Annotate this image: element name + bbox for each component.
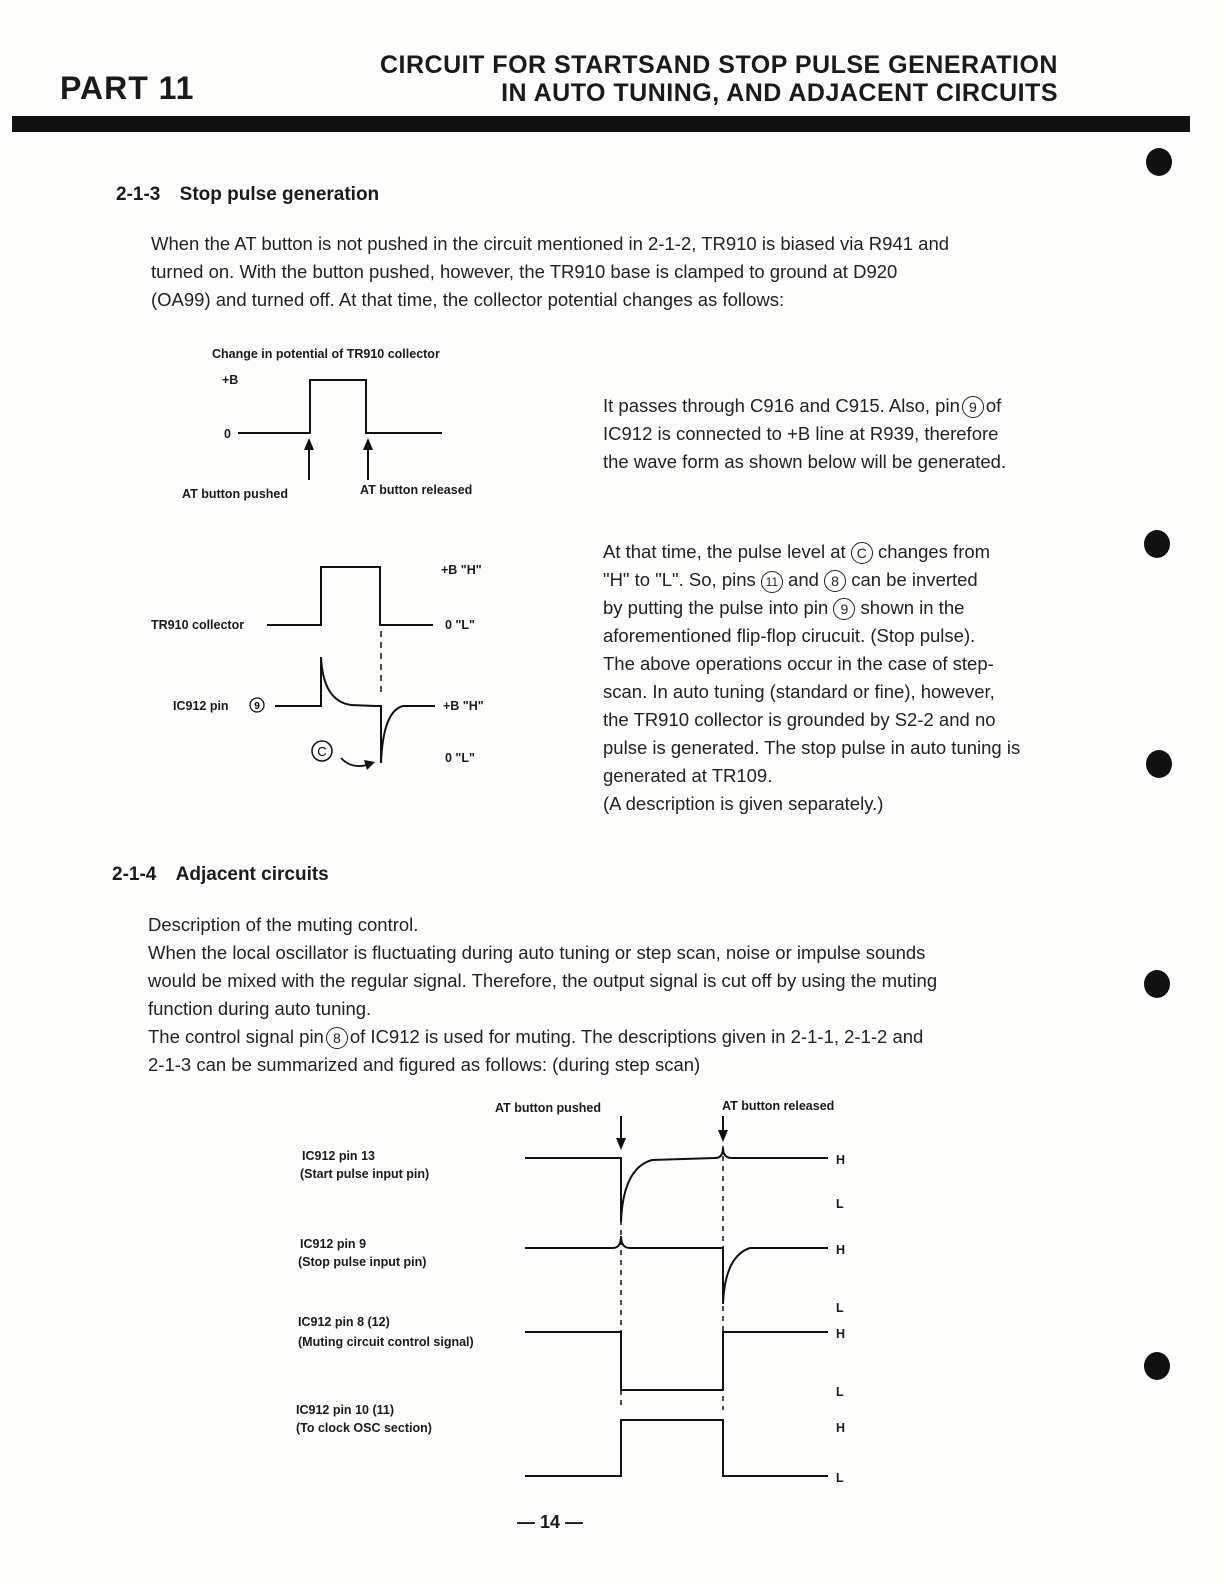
row-desc: (Start pulse input pin)	[300, 1167, 430, 1181]
header-rule	[12, 116, 1190, 132]
text-fragment: of	[985, 395, 1002, 416]
released-label: AT button released	[360, 483, 473, 497]
level-low-label: 0 "L"	[445, 618, 475, 632]
section-heading-213	[116, 184, 379, 206]
text-line	[148, 1023, 1088, 1051]
level-l: L	[836, 1301, 844, 1315]
arrowhead-icon	[718, 1130, 728, 1142]
text-line: the TR910 collector is grounded by S2-2 and no	[603, 709, 996, 730]
text-line: would be mixed with the regular signal. Therefore, the output signal is cut off by using the muting	[148, 970, 938, 991]
text-fragment: The control signal pin	[148, 1026, 324, 1047]
text-fragment: of IC912 is used for muting. The descriptions given in 2-1-1, 2-1-2 and	[349, 1026, 924, 1047]
text-line: scan. In auto tuning (standard or fine), however,	[603, 681, 995, 702]
level-h: H	[836, 1421, 846, 1435]
text-line: generated at TR109.	[603, 765, 773, 786]
text-fragment: shown in the	[860, 597, 965, 618]
level-h: H	[836, 1327, 846, 1341]
row-name: IC912 pin 13	[302, 1149, 375, 1163]
collector-label: TR910 collector	[151, 618, 245, 632]
pin9-waveform	[275, 657, 435, 763]
level-high-label: +B "H"	[443, 699, 484, 713]
point-c-label: C	[317, 744, 327, 759]
pushed-label: AT button pushed	[182, 487, 288, 501]
text-line: turned on. With the button pushed, however, the TR910 base is clamped to ground at D920	[151, 261, 898, 282]
muting-paragraph	[148, 911, 1088, 1079]
binder-hole-icon	[1146, 148, 1172, 176]
text-fragment: changes from	[877, 541, 991, 562]
pin-number-badge: 8	[824, 570, 846, 592]
text-line: IC912 is connected to +B line at R939, therefore	[603, 423, 999, 444]
section-heading-214	[112, 864, 329, 886]
binder-hole-icon	[1144, 1352, 1170, 1380]
row-desc: (To clock OSC section)	[296, 1421, 432, 1435]
binder-hole-icon	[1144, 970, 1170, 998]
text-line: Description of the muting control.	[148, 914, 419, 935]
text-line: (A description is given separately.)	[603, 793, 884, 814]
page-title-line-2: IN AUTO TUNING, AND ADJACENT CIRCUITS	[501, 79, 1058, 107]
text-line	[603, 538, 1083, 566]
page-title-line-1: CIRCUIT FOR STARTSAND STOP PULSE GENERATION	[379, 51, 1058, 79]
page-number: — 14 —	[516, 1512, 584, 1532]
waveform	[525, 1236, 828, 1304]
pushed-arrowhead-icon	[304, 438, 314, 450]
binder-hole-icon	[1146, 750, 1172, 778]
row-name: IC912 pin 9	[300, 1237, 367, 1251]
timing-diagram	[280, 1090, 880, 1490]
text-line: function during auto tuning.	[148, 998, 372, 1019]
collector-potential-figure	[170, 340, 510, 510]
timing-row-pin8	[298, 1315, 845, 1399]
text-line	[603, 566, 1083, 594]
pushed-label: AT button pushed	[495, 1101, 601, 1115]
text-fragment: by putting the pulse into pin	[603, 597, 829, 618]
text-line	[603, 594, 1083, 622]
binder-hole-icon	[1144, 530, 1170, 558]
level-h: H	[836, 1153, 846, 1167]
pin-number-badge: 9	[833, 598, 855, 620]
level-l: L	[836, 1197, 844, 1211]
text-line: When the local oscillator is fluctuating during auto tuning or step scan, noise or impulse sounds	[148, 942, 926, 963]
pulse-waveform-figure	[145, 555, 515, 785]
text-fragment: At that time, the pulse level at	[603, 541, 846, 562]
timing-row-pin10	[296, 1403, 845, 1485]
waveform	[525, 1420, 828, 1476]
part-label: PART 11	[60, 70, 195, 106]
level-b-label: +B	[222, 373, 239, 387]
row-desc: (Muting circuit control signal)	[298, 1335, 474, 1349]
text-line: (OA99) and turned off. At that time, the collector potential changes as follows:	[151, 289, 785, 310]
text-line: aforementioned flip-flop cirucuit. (Stop pulse).	[603, 625, 976, 646]
text-line: When the AT button is not pushed in the circuit mentioned in 2-1-2, TR910 is biased via R941 and	[151, 233, 950, 254]
right-paragraph-1	[603, 392, 1083, 476]
level-l: L	[836, 1385, 844, 1399]
text-fragment: It passes through C916 and C915. Also, pin	[603, 395, 960, 416]
level-h: H	[836, 1243, 846, 1257]
section-title: Stop pulse generation	[179, 184, 380, 205]
text-fragment: can be inverted	[851, 569, 978, 590]
timing-row-pin13	[300, 1148, 845, 1222]
released-arrowhead-icon	[363, 438, 373, 450]
text-line: pulse is generated. The stop pulse in auto tuning is	[603, 737, 1021, 758]
section-number: 2-1-4	[112, 864, 157, 885]
waveform	[525, 1332, 828, 1390]
level-0-label: 0	[224, 427, 231, 441]
level-high-label: +B "H"	[441, 563, 482, 577]
text-line	[603, 392, 1083, 420]
pin-number-badge: 9	[962, 396, 984, 418]
pin-number-badge: 8	[326, 1027, 348, 1049]
text-fragment: "H" to "L". So, pins	[603, 569, 756, 590]
point-c-badge: C	[851, 542, 873, 564]
arrowhead-icon	[364, 760, 375, 770]
arrowhead-icon	[616, 1138, 626, 1150]
row-name: IC912 pin 8 (12)	[298, 1315, 390, 1329]
curved-arrow-icon	[341, 758, 367, 766]
text-fragment: and	[788, 569, 819, 590]
intro-paragraph	[151, 230, 1091, 314]
row-name: IC912 pin 10 (11)	[296, 1403, 394, 1417]
pin9-number: 9	[254, 701, 260, 712]
section-title: Adjacent circuits	[175, 864, 329, 885]
timing-row-pin9	[298, 1236, 845, 1315]
text-line: The above operations occur in the case of step-	[603, 653, 994, 674]
right-paragraph-2	[603, 538, 1083, 818]
level-low-label: 0 "L"	[445, 751, 475, 765]
released-label: AT button released	[722, 1099, 835, 1113]
pin-number-badge: 11	[761, 571, 783, 593]
figure-caption: Change in potential of TR910 collector	[212, 347, 440, 361]
collector-waveform	[267, 567, 433, 625]
row-desc: (Stop pulse input pin)	[298, 1255, 427, 1269]
level-l: L	[836, 1471, 844, 1485]
section-number: 2-1-3	[116, 184, 161, 205]
waveform	[525, 1148, 828, 1222]
pin9-label: IC912 pin	[173, 699, 229, 713]
text-line: the wave form as shown below will be generated.	[603, 451, 1007, 472]
collector-waveform	[238, 380, 442, 433]
text-line: 2-1-3 can be summarized and figured as follows: (during step scan)	[148, 1054, 701, 1075]
